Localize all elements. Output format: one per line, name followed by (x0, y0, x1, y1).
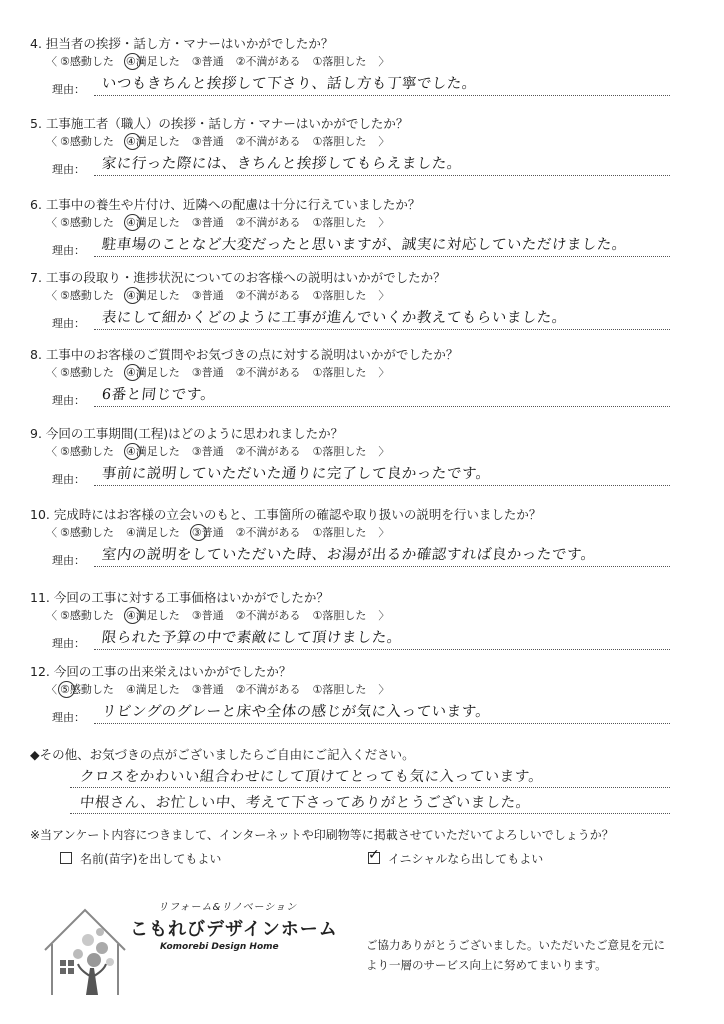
rating-option-selected[interactable]: ④満足した (125, 289, 180, 302)
rating-option[interactable]: ①落胆した (312, 135, 367, 148)
question-block (30, 590, 700, 651)
question-title: 7. 工事の段取り・進捗状況についてのお客様への説明はいかがでしたか？ (30, 270, 446, 285)
rating-option[interactable]: ③普通 (191, 445, 224, 458)
rating-option[interactable]: ⑤感動した (60, 289, 114, 302)
reason-answer: 室内の説明をしていただいた時、お湯が出るか確認すれば良かったです。 (101, 547, 597, 563)
rating-options (46, 609, 700, 623)
rating-option[interactable]: ①落胆した (312, 683, 367, 696)
rating-option-selected[interactable]: ④満足した (125, 445, 180, 458)
bracket-open: 〈 (46, 445, 57, 458)
rating-option[interactable]: ②不満がある (235, 216, 301, 229)
question-block (30, 197, 700, 258)
question-block (30, 507, 700, 568)
reason-row (52, 151, 700, 177)
rating-option[interactable]: ⑤感動した (60, 216, 114, 229)
rating-option-selected[interactable]: ④満足した (125, 55, 180, 68)
reason-row (52, 699, 700, 725)
checkbox-checked[interactable] (368, 847, 380, 864)
reason-answer: 表にして細かくどのように工事が進んでいくか教えてもらいました。 (101, 310, 568, 326)
rating-option[interactable]: ⑤感動した (60, 135, 114, 148)
question-block (30, 116, 700, 177)
other-comments-title: ◆その他、お気づきの点がございましたらご自由にご記入ください。 (30, 747, 415, 762)
bracket-close: 〉 (378, 609, 390, 622)
rating-option[interactable]: ③普通 (191, 216, 224, 229)
bracket-open: 〈 (46, 289, 57, 302)
rating-options (46, 445, 700, 459)
rating-option[interactable]: ③普通 (191, 55, 224, 68)
rating-options (46, 366, 700, 380)
bracket-open: 〈 (46, 526, 57, 539)
question-title: 9. 今回の工事期間(工程)はどのように思われましたか？ (30, 426, 344, 441)
rating-option[interactable]: ①落胆した (312, 445, 367, 458)
consent-option-name[interactable] (60, 850, 221, 867)
reason-row (52, 382, 700, 408)
reason-label: 理由： (52, 394, 85, 407)
reason-row (52, 461, 700, 487)
bracket-open: 〈 (46, 683, 57, 696)
rating-option[interactable]: ②不満がある (235, 366, 301, 379)
rating-option[interactable]: ②不満がある (235, 445, 301, 458)
rating-option[interactable]: ②不満がある (235, 289, 301, 302)
question-title: 6. 工事中の養生や片付け、近隣への配慮は十分に行えていましたか？ (30, 197, 421, 212)
dotted-line (94, 723, 670, 724)
rating-option[interactable]: ①落胆した (312, 526, 367, 539)
rating-option[interactable]: ③普通 (191, 683, 224, 696)
rating-option[interactable]: ①落胆した (312, 289, 367, 302)
reason-answer: いつもきちんと挨拶して下さり、話し方も丁寧でした。 (101, 76, 478, 92)
consent-option-name-label: 名前(苗字)を出してもよい (80, 852, 222, 866)
bracket-close: 〉 (378, 445, 390, 458)
other-comment-line (70, 763, 670, 789)
reason-answer: リビングのグレーと床や全体の感じが気に入っています。 (101, 704, 492, 720)
rating-option-selected[interactable]: ⑤感動した (60, 683, 114, 696)
consent-option-initial-label: イニシャルなら出してもよい (388, 852, 544, 866)
rating-options (46, 289, 700, 303)
reason-label: 理由： (52, 163, 85, 176)
dotted-line (94, 329, 670, 330)
dotted-line (94, 256, 670, 257)
question-title: 8. 工事中のお客様のご質問やお気づきの点に対する説明はいかがでしたか？ (30, 347, 459, 362)
dotted-line (94, 95, 670, 96)
thanks-line: ご協力ありがとうございました。いただいたご意見を元に (366, 938, 665, 952)
reason-answer: 限られた予算の中で素敵にして頂けました。 (101, 630, 403, 646)
rating-option[interactable]: ⑤感動した (60, 445, 114, 458)
logo-subtitle: リフォーム&リノベーション (158, 902, 298, 913)
company-logo (40, 880, 340, 1000)
dotted-line (70, 787, 670, 788)
rating-option[interactable]: ①落胆した (312, 55, 367, 68)
dotted-line (94, 649, 670, 650)
dotted-line (94, 406, 670, 407)
question-block (30, 270, 700, 331)
rating-option[interactable]: ⑤感動した (60, 526, 114, 539)
rating-options (46, 55, 700, 69)
rating-option-selected[interactable]: ④満足した (125, 366, 180, 379)
reason-label: 理由： (52, 473, 85, 486)
rating-option-selected[interactable]: ④満足した (125, 135, 180, 148)
rating-option[interactable]: ⑤感動した (60, 609, 114, 622)
question-block (30, 347, 700, 408)
dotted-line (94, 566, 670, 567)
bracket-open: 〈 (46, 366, 57, 379)
house-tree-logo-icon (40, 880, 130, 1000)
question-title: 11. 今回の工事に対する工事価格はいかがでしたか？ (30, 590, 329, 605)
bracket-close: 〉 (378, 526, 390, 539)
reason-row (52, 232, 700, 258)
rating-option[interactable]: ③普通 (191, 135, 224, 148)
checkbox-empty[interactable] (60, 852, 72, 864)
question-title: 5. 工事施工者（職人）の挨拶・話し方・マナーはいかがでしたか？ (30, 116, 409, 131)
bracket-close: 〉 (378, 289, 390, 302)
rating-option[interactable]: ②不満がある (235, 526, 301, 539)
rating-options (46, 683, 700, 697)
rating-option[interactable]: ②不満がある (235, 609, 301, 622)
bracket-open: 〈 (46, 55, 57, 68)
dotted-line (94, 485, 670, 486)
reason-answer: 家に行った際には、きちんと挨拶してもらえました。 (101, 156, 463, 172)
rating-option[interactable]: ①落胆した (312, 366, 367, 379)
rating-option-selected[interactable]: ④満足した (125, 216, 180, 229)
rating-option[interactable]: ③普通 (191, 366, 224, 379)
logo-name: こもれびデザインホーム (130, 919, 338, 940)
rating-options (46, 526, 700, 540)
rating-option[interactable]: ②不満がある (235, 135, 301, 148)
reason-label: 理由： (52, 711, 85, 724)
bracket-close: 〉 (378, 216, 390, 229)
reason-row (52, 71, 700, 97)
bracket-open: 〈 (46, 609, 57, 622)
bracket-close: 〉 (378, 683, 390, 696)
reason-row (52, 305, 700, 331)
other-comment-text: 中根さん、お忙しい中、考えて下さってありがとうございました。 (79, 795, 532, 811)
thanks-message (366, 935, 706, 975)
question-block (30, 426, 700, 487)
consent-question: ※当アンケート内容につきまして、インターネットや印刷物等に掲載させていただいてよろしいでしょうか？ (30, 828, 614, 842)
rating-option[interactable]: ②不満がある (235, 55, 301, 68)
bracket-open: 〈 (46, 135, 57, 148)
rating-option[interactable]: ④満足した (125, 526, 180, 539)
reason-label: 理由： (52, 317, 85, 330)
question-title: 4. 担当者の挨拶・話し方・マナーはいかがでしたか？ (30, 36, 334, 51)
reason-answer: 事前に説明していただいた通りに完了して良かったです。 (101, 466, 492, 482)
rating-option[interactable]: ③普通 (191, 289, 224, 302)
bracket-open: 〈 (46, 216, 57, 229)
rating-option[interactable]: ⑤感動した (60, 366, 114, 379)
other-comments (30, 745, 700, 815)
checkmark-icon: ✓ (368, 847, 380, 863)
reason-answer: 駐車場のことなど大変だったと思いますが、誠実に対応していただけました。 (101, 237, 628, 253)
other-comment-text: クロスをかわいい組合わせにして頂けてとっても気に入っています。 (79, 769, 545, 785)
consent-option-initial[interactable] (368, 847, 544, 867)
rating-option-selected[interactable]: ④満足した (125, 609, 180, 622)
other-comment-line (70, 789, 670, 815)
rating-option[interactable]: ④満足した (125, 683, 180, 696)
reason-label: 理由： (52, 83, 85, 96)
bracket-close: 〉 (378, 55, 390, 68)
rating-option[interactable]: ①落胆した (312, 216, 367, 229)
reason-answer: 6番と同じです。 (101, 387, 217, 403)
bracket-close: 〉 (378, 135, 390, 148)
reason-label: 理由： (52, 637, 85, 650)
reason-row (52, 625, 700, 651)
rating-options (46, 135, 700, 149)
rating-options (46, 216, 700, 230)
question-title: 10. 完成時にはお客様の立会いのもと、工事箇所の確認や取り扱いの説明を行いましたか？ (30, 507, 542, 522)
rating-option[interactable]: ②不満がある (235, 683, 301, 696)
reason-label: 理由： (52, 244, 85, 257)
reason-row (52, 542, 700, 568)
rating-option-selected[interactable]: ③普通 (191, 526, 224, 539)
thanks-line: より一層のサービス向上に努めてまいります。 (366, 958, 607, 972)
dotted-line (70, 813, 670, 814)
rating-option[interactable]: ⑤感動した (60, 55, 114, 68)
question-block (30, 36, 700, 97)
reason-label: 理由： (52, 554, 85, 567)
question-block (30, 664, 700, 725)
question-title: 12. 今回の工事の出来栄えはいかがでしたか？ (30, 664, 292, 679)
dotted-line (94, 175, 670, 176)
logo-english: Komorebi Design Home (160, 942, 279, 952)
bracket-close: 〉 (378, 366, 390, 379)
rating-option[interactable]: ①落胆した (312, 609, 367, 622)
rating-option[interactable]: ③普通 (191, 609, 224, 622)
